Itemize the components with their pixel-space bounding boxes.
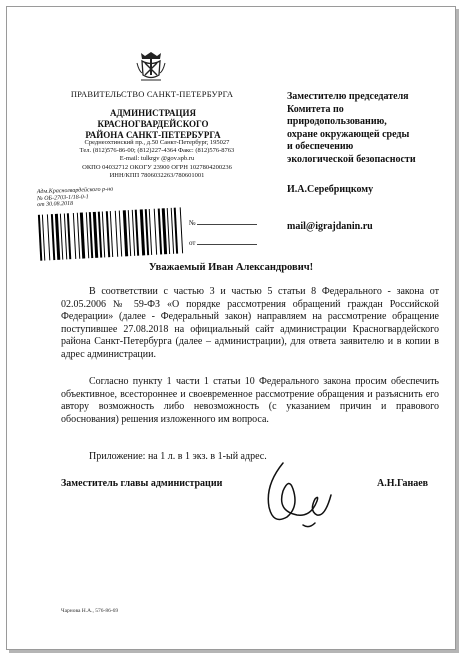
number-label: № <box>189 219 196 227</box>
letter-page <box>6 6 456 650</box>
spb-coat-of-arms-icon <box>135 49 167 83</box>
recipient-email: mail@igrajdanin.ru <box>287 221 373 232</box>
signer-name: А.Н.Ганаев <box>377 478 429 489</box>
body-paragraph-1: В соответствии с частью 3 и частью 5 статьи 8 Федерального - закона от 02.05.2006 № 59-ФЗ «О порядке рассмотрения обращений граждан Российской Федерации» (далее - Федеральный закон) направляем на рассмотрение обращение поступившее 27.08.2018 на официальный сайт администрации Красногвардейского района Санкт-Петербурга (далее – администрации), для ответа заявителю и в копии в адрес администрации. <box>61 286 439 360</box>
executor-line: Чарнова Н.А., 576-86-69 <box>61 608 119 614</box>
attachment-note: Приложение: на 1 л. в 1 экз. в 1-ый адрес. <box>89 451 267 462</box>
recipient-block: Заместителю председателя Комитета по природопользованию, охране окружающей среды и обеспечению экологической безопасности <box>287 91 416 165</box>
registration-fields <box>189 213 279 253</box>
greeting: Уважаемый Иван Александрович! <box>148 262 314 273</box>
government-line: ПРАВИТЕЛЬСТВО САНКТ-ПЕТЕРБУРГА <box>70 89 234 99</box>
number-line <box>197 216 257 225</box>
incoming-stamp: Адм.Красногвардейского р-на № ОБ-2703-1/18-0-1 от 30.08.2018 <box>36 186 114 209</box>
letterhead-address: Среднеохтинский пр., д.50 Санкт-Петербург, 195027 Тел. (812)576-86-00; (812)227-4364 Факс: (812)576-8763 E-mail: tulkrgv @gov.spb.ru ОКПО 04032712 ОКОГУ 23900 ОГРН 1027804200236 ИНН/КПП 7806032263/780601001 <box>79 139 235 179</box>
administration-name: АДМИНИСТРАЦИЯ КРАСНОГВАРДЕЙСКОГО РАЙОНА САНКТ-ПЕТЕРБУРГА <box>85 108 221 140</box>
from-label: от <box>189 239 196 247</box>
recipient-name: И.А.Серебрицкому <box>287 184 374 195</box>
barcode <box>37 207 187 261</box>
handwritten-signature-icon <box>253 455 337 531</box>
date-line <box>197 236 257 245</box>
signer-title: Заместитель главы администрации <box>61 478 223 489</box>
body-paragraph-2: Согласно пункту 1 части 1 статьи 10 Федерального закона просим обеспечить объективное, всестороннее и своевременное рассмотрение обращения и разъяснить его автору возможность либо невозможность (с указанием причин и правового обоснования) решения изложенного им вопроса. <box>61 376 439 425</box>
